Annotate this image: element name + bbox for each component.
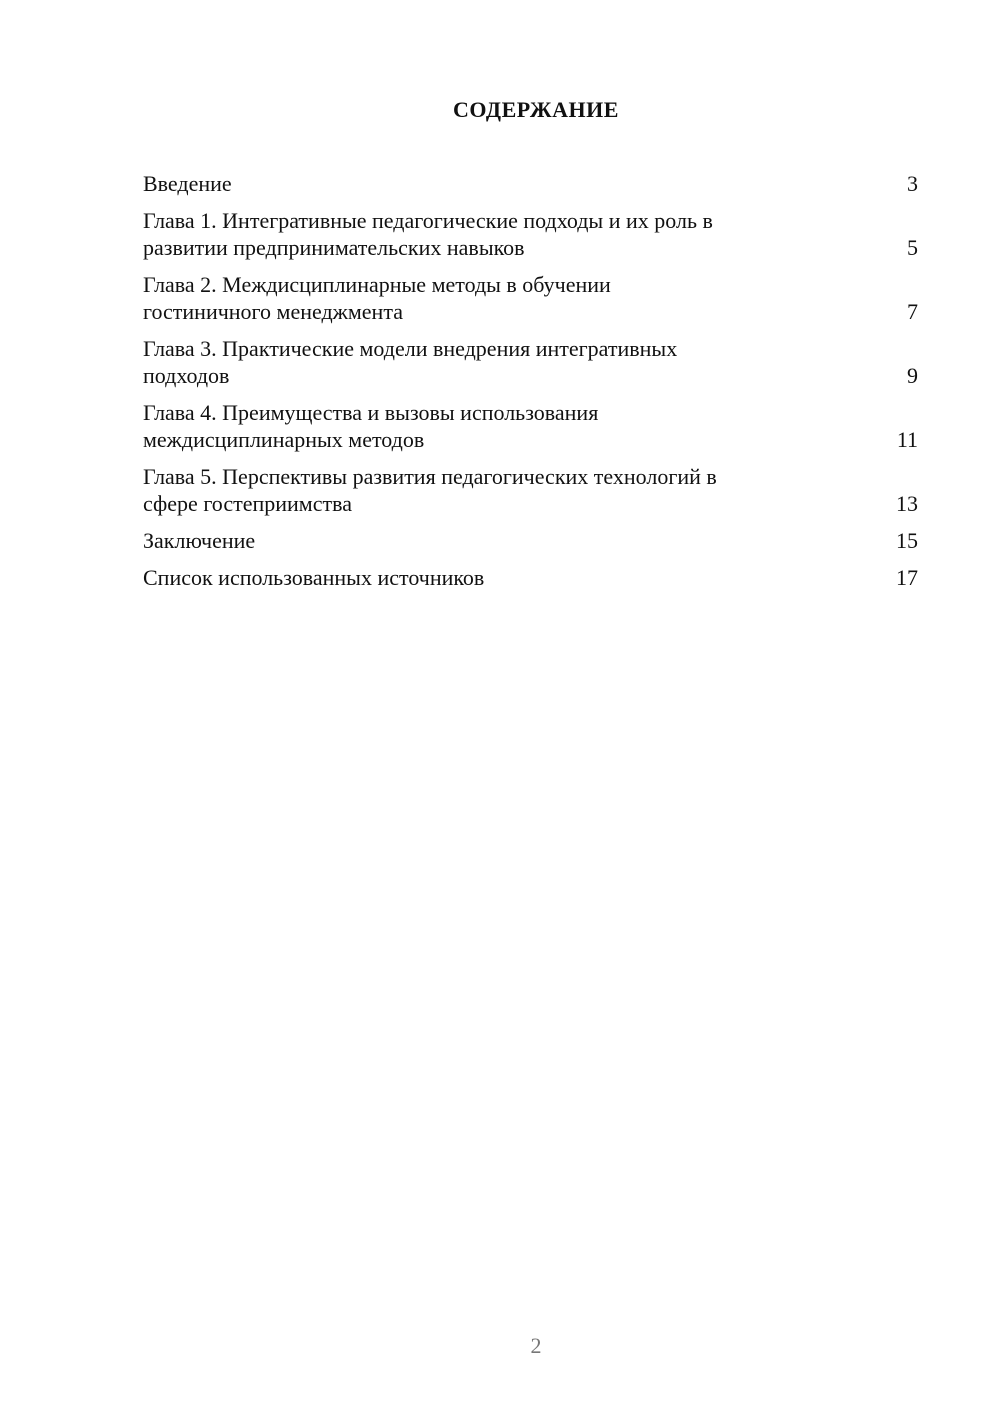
toc-entry-title [143,564,896,591]
toc-entry-conclusion [143,527,918,554]
toc-entry-chapter-5 [143,463,918,517]
toc-entry-line: междисциплинарных методов [143,427,425,452]
toc-entry-line: сфере гостеприимства [143,491,352,516]
toc-entry-line: Введение [143,171,232,196]
toc-entry-line: Глава 3. Практические модели внедрения интегративных [143,336,678,361]
toc-entry-line: Глава 4. Преимущества и вызовы использования [143,400,599,425]
toc-entry-line: Список использованных источников [143,565,485,590]
toc-entry-title [143,207,907,261]
page-title: СОДЕРЖАНИЕ [453,97,619,122]
table-of-contents [143,170,918,601]
toc-entry-title [143,335,907,389]
toc-entry-page: 9 [907,363,918,388]
toc-entry-chapter-3 [143,335,918,389]
toc-entry-page: 3 [907,171,918,196]
toc-entry-line: развитии предпринимательских навыков [143,235,525,260]
toc-entry-line: подходов [143,363,230,388]
toc-entry-references [143,564,918,591]
toc-entry-title [143,271,907,325]
toc-entry-page: 17 [896,565,918,590]
toc-entry-title [143,527,896,554]
toc-entry-line: гостиничного менеджмента [143,299,403,324]
toc-entry-title [143,399,897,453]
toc-entry-page: 15 [896,528,918,553]
toc-entry-title [143,170,907,197]
toc-entry-page: 5 [907,235,918,260]
toc-entry-introduction [143,170,918,197]
toc-entry-chapter-2 [143,271,918,325]
toc-entry-line: Глава 1. Интегративные педагогические подходы и их роль в [143,208,713,233]
toc-entry-chapter-1 [143,207,918,261]
toc-entry-page: 13 [896,491,918,516]
page-number: 2 [530,1333,542,1358]
toc-entry-title [143,463,896,517]
toc-entry-page: 7 [907,299,918,324]
toc-entry-page: 11 [896,427,918,452]
toc-entry-line: Глава 5. Перспективы развития педагогических технологий в [143,464,717,489]
toc-entry-chapter-4 [143,399,918,453]
toc-entry-line: Глава 2. Междисциплинарные методы в обучении [143,272,611,297]
toc-entry-line: Заключение [143,528,256,553]
